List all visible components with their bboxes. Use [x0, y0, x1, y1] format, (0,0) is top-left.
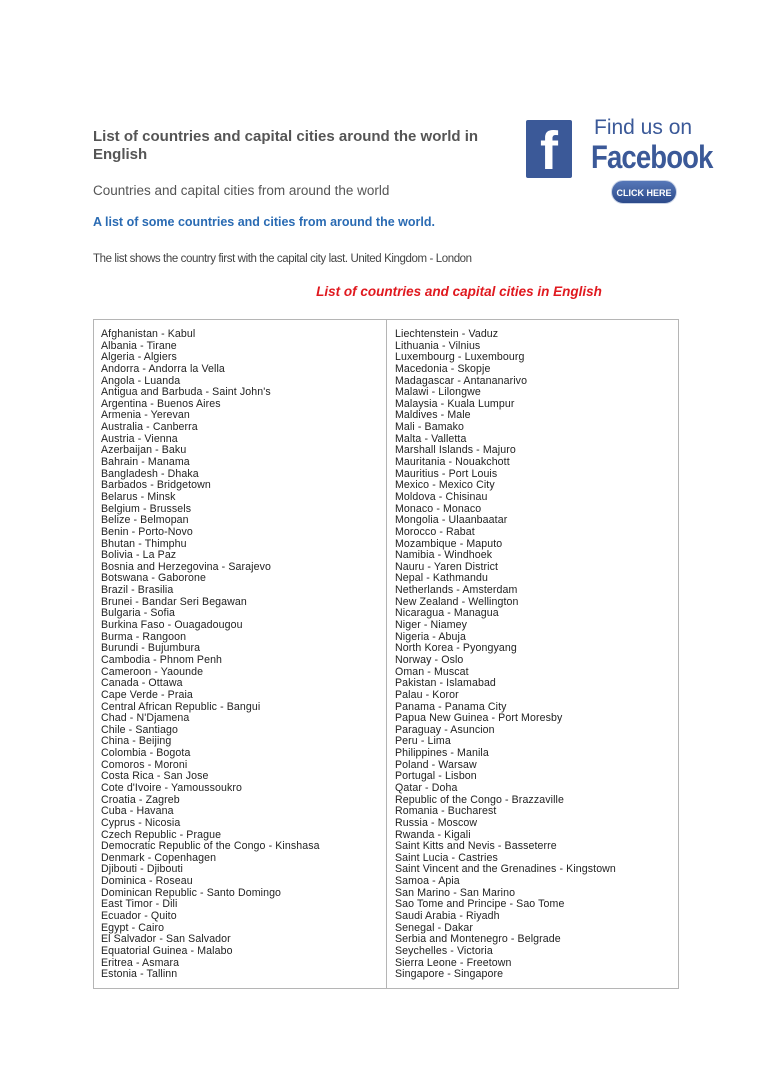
country-capital-item: Qatar - Doha — [395, 781, 458, 794]
country-capital-item: Belarus - Minsk — [101, 490, 176, 503]
country-capital-item: Pakistan - Islamabad — [395, 677, 496, 690]
country-capital-item: Monaco - Monaco — [395, 502, 482, 515]
country-capital-item: Mauritius - Port Louis — [395, 467, 498, 480]
country-capital-item: Mauritania - Nouakchott — [395, 456, 510, 469]
right-column — [386, 320, 679, 988]
country-capital-item: East Timor - Dili — [101, 898, 178, 911]
country-capital-item: Lithuania - Vilnius — [395, 339, 481, 352]
country-capital-item: Benin - Porto-Novo — [101, 525, 193, 538]
facebook-logo-icon — [526, 120, 572, 181]
highlight-text: A list of some countries and cities from around the world. — [93, 215, 435, 229]
country-capital-item: Cuba - Havana — [101, 805, 174, 818]
country-capital-item: Angola - Luanda — [101, 374, 181, 387]
country-capital-item: Liechtenstein - Vaduz — [395, 328, 499, 340]
country-capital-item: Niger - Niamey — [395, 619, 468, 632]
country-capital-item: Cote d'Ivoire - Yamoussoukro — [101, 781, 243, 794]
country-capital-item: Romania - Bucharest — [395, 805, 497, 818]
country-capital-item: Dominica - Roseau — [101, 875, 193, 888]
country-capital-item: Brunei - Bandar Seri Begawan — [101, 595, 247, 608]
country-capital-item: Australia - Canberra — [101, 421, 198, 434]
country-capital-item: Cyprus - Nicosia — [101, 816, 181, 829]
country-capital-item: Bolivia - La Paz — [101, 549, 177, 562]
country-capital-item: Belgium - Brussels — [101, 502, 192, 515]
country-capital-item: Sierra Leone - Freetown — [395, 956, 512, 969]
country-capital-item: Mali - Bamako — [395, 421, 465, 434]
country-capital-item: Madagascar - Antananarivo — [395, 374, 528, 387]
country-capital-item: Bahrain - Manama — [101, 456, 190, 469]
country-capital-item: New Zealand - Wellington — [395, 595, 519, 608]
country-capital-item: Egypt - Cairo — [101, 921, 165, 934]
country-capital-item: Djibouti - Djibouti — [101, 863, 183, 876]
country-capital-item: Malta - Valletta — [395, 432, 467, 445]
country-capital-item: Bosnia and Herzegovina - Sarajevo — [101, 560, 271, 573]
country-capital-item: Colombia - Bogota — [101, 747, 191, 760]
country-capital-item: Burkina Faso - Ouagadougou — [101, 619, 243, 632]
country-capital-item: Chad - N'Djamena — [101, 712, 190, 725]
country-capital-item: Russia - Moscow — [395, 816, 478, 829]
country-list-left — [101, 329, 320, 981]
country-capital-item: Moldova - Chisinau — [395, 490, 488, 503]
country-capital-item: Saint Vincent and the Grenadines - Kingstown — [395, 863, 616, 876]
country-capital-item: Afghanistan - Kabul — [101, 328, 196, 340]
country-capital-item: Peru - Lima — [395, 735, 451, 748]
country-capital-item: Philippines - Manila — [395, 747, 489, 760]
country-capital-item: Singapore - Singapore — [395, 968, 504, 981]
country-capital-item: Nigeria - Abuja — [395, 630, 466, 643]
country-capital-item: Cameroon - Yaounde — [101, 665, 204, 678]
country-capital-item: Portugal - Lisbon — [395, 770, 477, 783]
country-capital-item: Canada - Ottawa — [101, 677, 183, 690]
country-capital-item: Maldives - Male — [395, 409, 471, 422]
facebook-ad[interactable] — [524, 112, 724, 212]
country-capital-item: Dominican Republic - Santo Domingo — [101, 886, 282, 899]
country-capital-item: Croatia - Zagreb — [101, 793, 180, 806]
facebook-brand-text: Facebook — [591, 139, 713, 175]
facebook-logo-letter: f — [540, 121, 558, 181]
country-capital-item: Malaysia - Kuala Lumpur — [395, 397, 515, 410]
country-capital-item: Bhutan - Thimphu — [101, 537, 187, 550]
country-capital-item: Poland - Warsaw — [395, 758, 477, 771]
country-capital-item: Austria - Vienna — [101, 432, 178, 445]
country-capital-item: Cambodia - Phnom Penh — [101, 653, 223, 666]
country-capital-item: Ecuador - Quito — [101, 910, 177, 923]
country-capital-item: Bulgaria - Sofia — [101, 607, 176, 620]
country-capital-item: Saint Kitts and Nevis - Basseterre — [395, 840, 557, 853]
country-capital-item: China - Beijing — [101, 735, 172, 748]
country-capital-item: Barbados - Bridgetown — [101, 479, 211, 492]
country-capital-item: Macedonia - Skopje — [395, 362, 491, 375]
country-capital-item: San Marino - San Marino — [395, 886, 516, 899]
country-capital-item: Armenia - Yerevan — [101, 409, 190, 422]
country-capital-item: Brazil - Brasilia — [101, 584, 174, 597]
country-capital-item: Albania - Tirane — [101, 339, 177, 352]
country-capital-item: Malawi - Lilongwe — [395, 386, 481, 399]
country-list-right — [395, 329, 616, 981]
country-capital-item: Cape Verde - Praia — [101, 688, 193, 701]
country-capital-item: Equatorial Guinea - Malabo — [101, 944, 233, 957]
left-column — [94, 320, 386, 988]
country-capital-item: Netherlands - Amsterdam — [395, 584, 518, 597]
country-capital-item: Denmark - Copenhagen — [101, 851, 217, 864]
list-title: List of countries and capital cities in English — [316, 284, 602, 299]
country-capital-item: Seychelles - Victoria — [395, 944, 493, 957]
country-capital-item: Papua New Guinea - Port Moresby — [395, 712, 563, 725]
country-capital-item: Comoros - Moroni — [101, 758, 188, 771]
country-capital-item: Nicaragua - Managua — [395, 607, 499, 620]
country-capital-item: Namibia - Windhoek — [395, 549, 493, 562]
intro-text: The list shows the country first with the capital city last. United Kingdom - London — [93, 253, 472, 265]
find-us-on-text: Find us on — [594, 116, 693, 139]
country-capital-item: Azerbaijan - Baku — [101, 444, 187, 457]
country-capital-item: Algeria - Algiers — [101, 351, 177, 364]
country-capital-item: Palau - Koror — [395, 688, 459, 701]
country-capital-item: Central African Republic - Bangui — [101, 700, 261, 713]
country-capital-item: Serbia and Montenegro - Belgrade — [395, 933, 561, 946]
country-capital-item: Antigua and Barbuda - Saint John's — [101, 386, 271, 399]
country-capital-item: Saint Lucia - Castries — [395, 851, 498, 864]
subtitle: Countries and capital cities from around the world — [93, 183, 390, 198]
country-capital-item: North Korea - Pyongyang — [395, 642, 517, 655]
country-capital-item: Nepal - Kathmandu — [395, 572, 488, 585]
click-here-button[interactable]: CLICK HERE — [611, 180, 677, 204]
country-capital-item: Costa Rica - San Jose — [101, 770, 209, 783]
country-capital-item: Republic of the Congo - Brazzaville — [395, 793, 564, 806]
country-capital-item: Mozambique - Maputo — [395, 537, 503, 550]
country-capital-item: Eritrea - Asmara — [101, 956, 180, 969]
country-capital-item: Bangladesh - Dhaka — [101, 467, 199, 480]
country-capital-item: Mongolia - Ulaanbaatar — [395, 514, 508, 527]
country-capital-item: Chile - Santiago — [101, 723, 178, 736]
country-capital-item: Mexico - Mexico City — [395, 479, 495, 492]
country-capital-item: Andorra - Andorra la Vella — [101, 362, 225, 375]
country-capital-item: Rwanda - Kigali — [395, 828, 471, 841]
country-capital-item: Sao Tome and Principe - Sao Tome — [395, 898, 565, 911]
country-capital-item: Oman - Muscat — [395, 665, 469, 678]
country-capital-item: Czech Republic - Prague — [101, 828, 222, 841]
country-capital-item: Morocco - Rabat — [395, 525, 475, 538]
country-capital-item: Democratic Republic of the Congo - Kinshasa — [101, 840, 320, 853]
country-capital-item: Estonia - Tallinn — [101, 968, 178, 981]
country-capital-item: Marshall Islands - Majuro — [395, 444, 516, 457]
country-capital-item: Burundi - Bujumbura — [101, 642, 201, 655]
country-capital-item: Paraguay - Asuncion — [395, 723, 495, 736]
country-capital-item: Saudi Arabia - Riyadh — [395, 910, 500, 923]
page-title: List of countries and capital cities around the world in English — [93, 128, 479, 163]
country-capital-item: Samoa - Apia — [395, 875, 460, 888]
country-capital-item: Belize - Belmopan — [101, 514, 189, 527]
country-capital-table — [93, 319, 679, 989]
country-capital-item: Panama - Panama City — [395, 700, 507, 713]
country-capital-item: Senegal - Dakar — [395, 921, 474, 934]
country-capital-item: Luxembourg - Luxembourg — [395, 351, 525, 364]
country-capital-item: Botswana - Gaborone — [101, 572, 206, 585]
country-capital-item: Burma - Rangoon — [101, 630, 187, 643]
country-capital-item: Argentina - Buenos Aires — [101, 397, 221, 410]
country-capital-item: Norway - Oslo — [395, 653, 464, 666]
country-capital-item: Nauru - Yaren District — [395, 560, 499, 573]
country-capital-item: El Salvador - San Salvador — [101, 933, 231, 946]
